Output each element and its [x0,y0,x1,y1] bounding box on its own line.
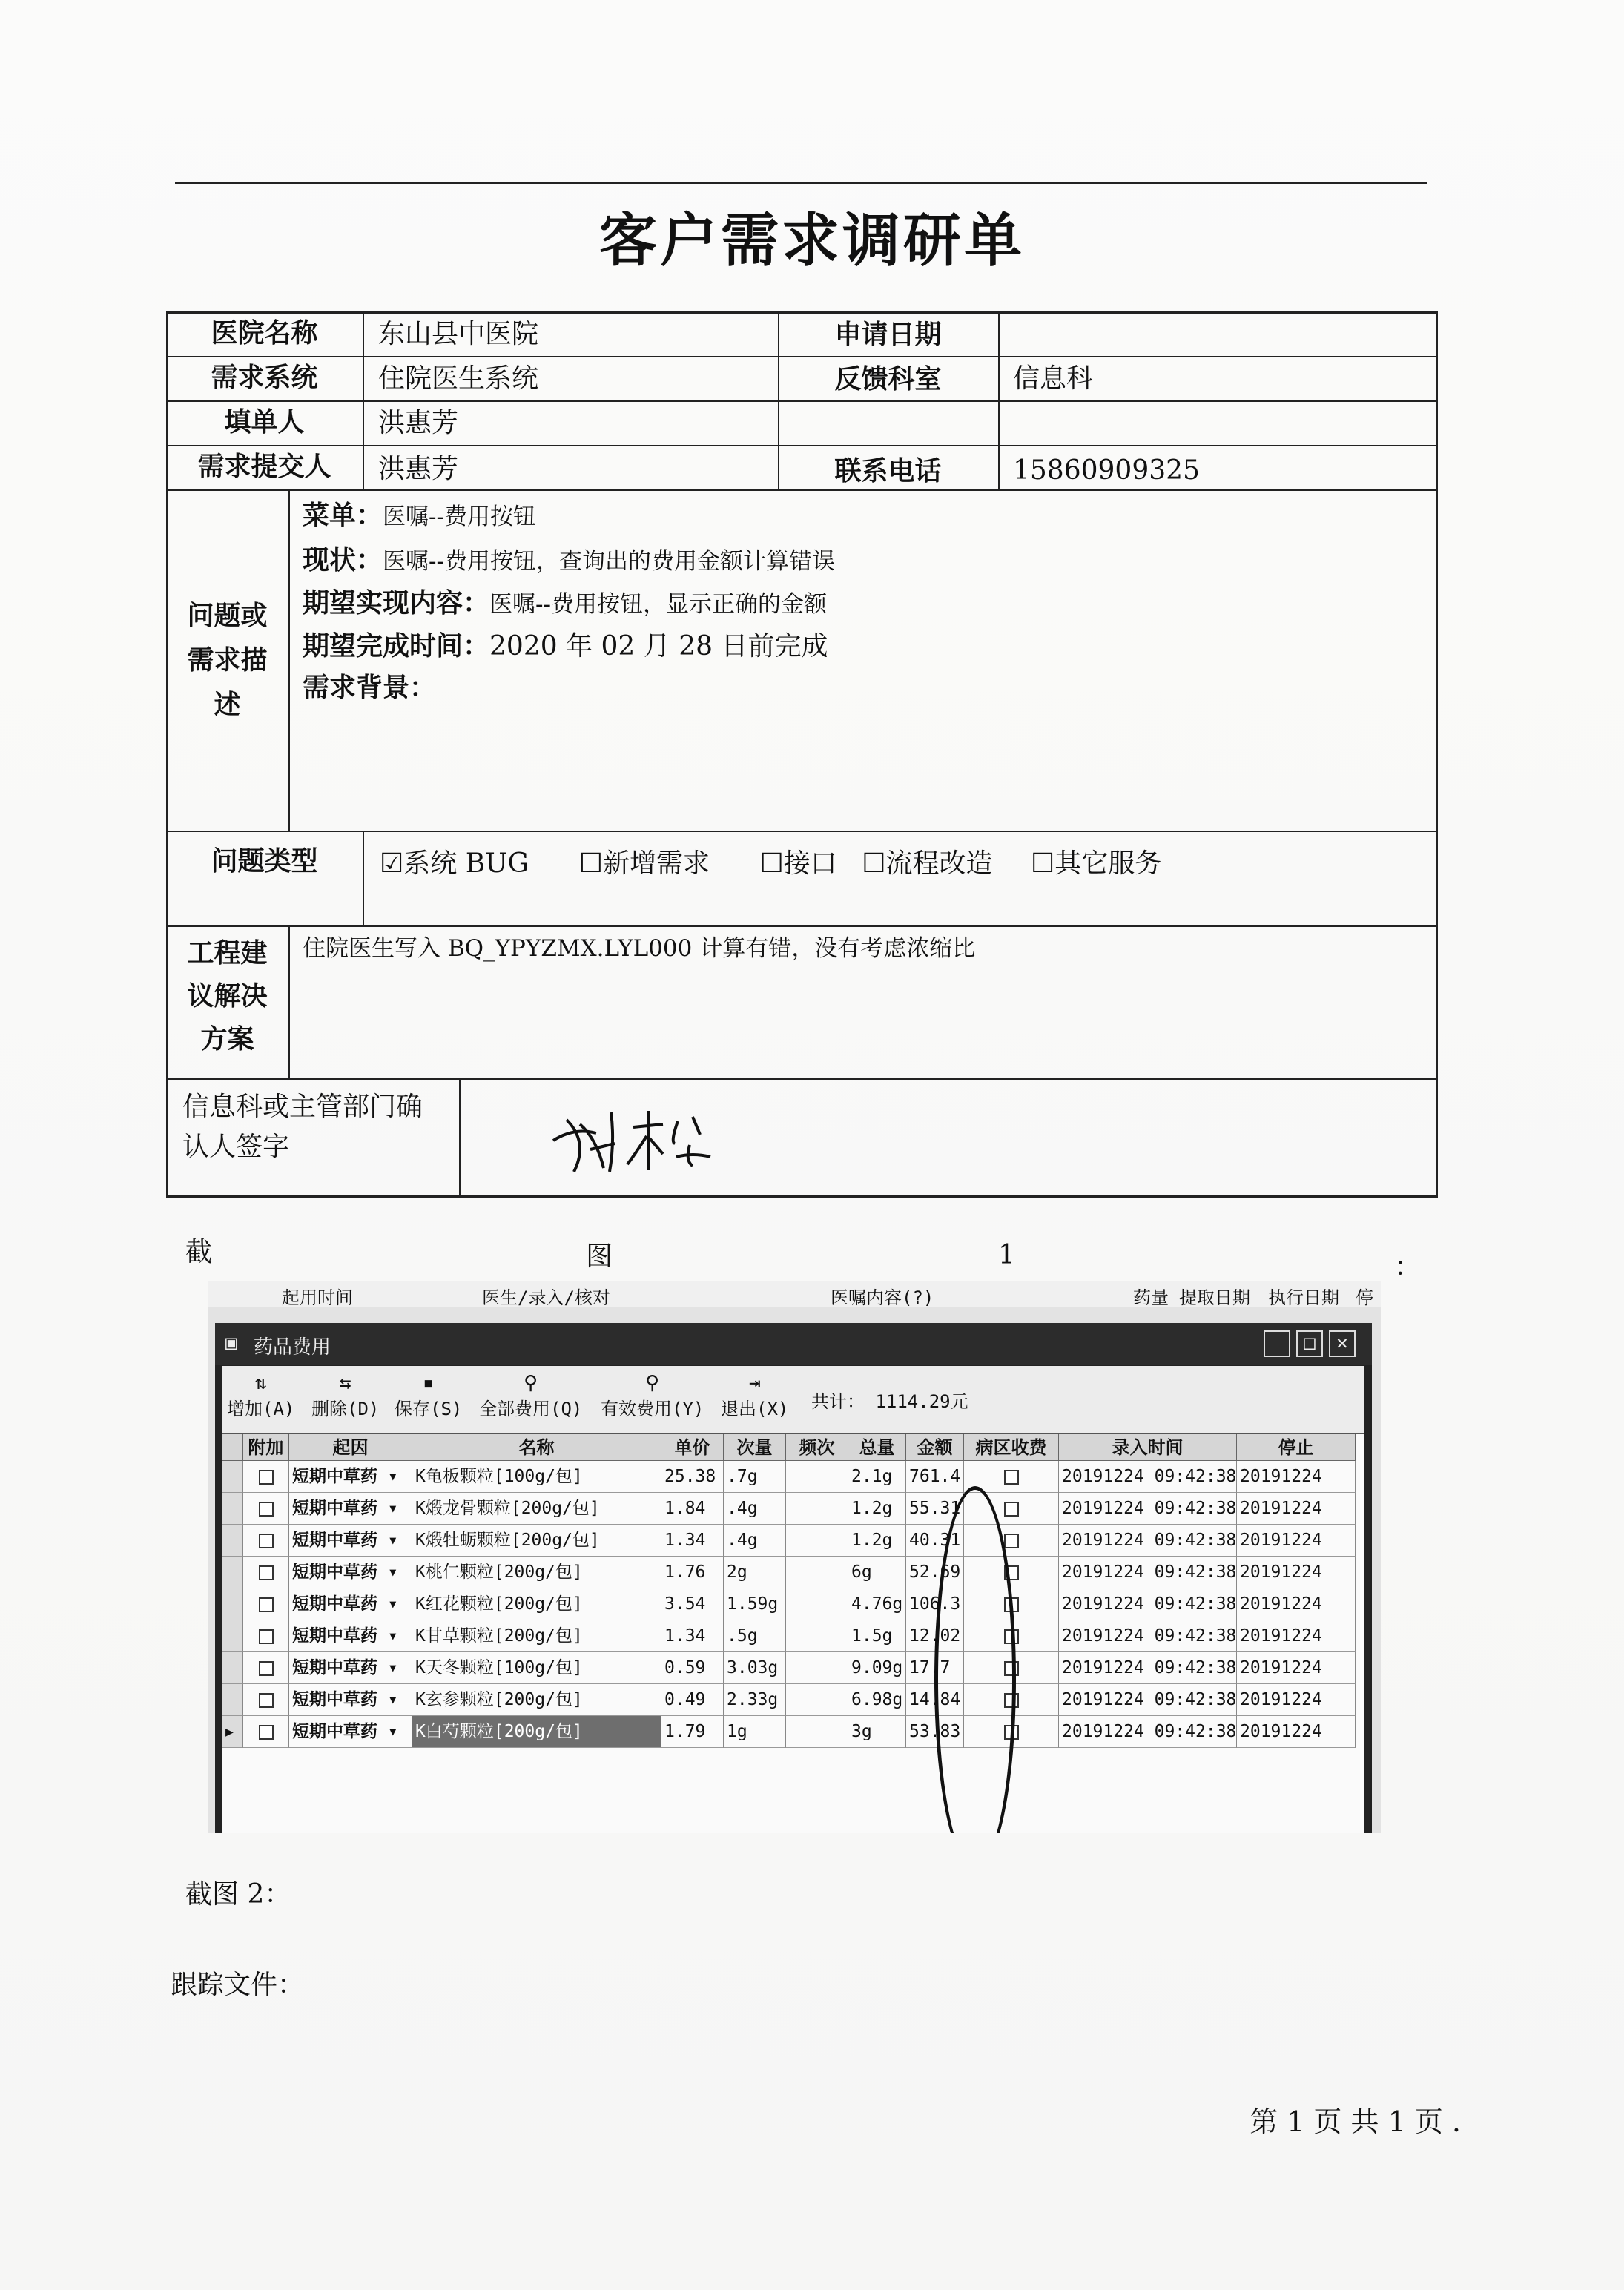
table-row-line [166,445,1438,446]
row-indicator [222,1461,243,1493]
table-row-line [166,1078,1438,1080]
problem-label [166,593,288,727]
solution-label [166,931,288,1060]
unit-price-cell: 1.34 [661,1525,724,1557]
table-row-line [166,831,1438,832]
confirm-label [182,1087,423,1167]
system-value: 住院医生系统 [378,363,539,394]
expect-label: 期望实现内容： [303,587,490,618]
row-indicator [222,1493,243,1525]
entry-time-cell: 20191224 09:42:38 [1059,1652,1237,1684]
solution-label-line: 议解决 [187,980,268,1012]
unit-price-cell: 3.54 [661,1588,724,1620]
option-new-requirement[interactable] [579,847,710,881]
confirm-label-line: 认人签字 [182,1132,290,1162]
toolbar-label: 全部费用(Q) [479,1399,583,1419]
toolbar [222,1366,1364,1434]
drug-name-cell[interactable]: K白芍颗粒[200g/包] [412,1716,661,1748]
stop-date-cell: 20191224 [1237,1557,1356,1588]
table-col-line [363,311,364,489]
frequency-cell [786,1525,848,1557]
table-row-line [166,356,1438,357]
solution-label-line: 方案 [200,1023,254,1055]
bg-header-cell: 医生/录入/核对 [482,1287,610,1308]
total-qty-cell: 4.76g [848,1588,906,1620]
menu-line [303,498,536,534]
checkbox-empty-icon: ☐ [759,848,784,879]
caption-screenshot1-a: 截 [185,1237,213,1267]
unit-price-cell: 1.84 [661,1493,724,1525]
solution-value: 住院医生写入 BQ_YPYZMX.LYL000 计算有错，没有考虑浓缩比 [303,935,976,962]
attach-checkbox[interactable] [243,1557,289,1588]
window-icon: ▣ [225,1332,237,1354]
frequency-cell [786,1493,848,1525]
bg-header-cell: 执行日期 [1268,1287,1339,1308]
caption-trace-file: 跟踪文件： [171,1970,305,2000]
total-qty-cell: 9.09g [848,1652,906,1684]
entry-time-cell: 20191224 09:42:38 [1059,1588,1237,1620]
dose-cell: .4g [724,1525,786,1557]
unit-price-cell: 1.76 [661,1557,724,1588]
bg-header-cell: 药量 [1133,1287,1169,1308]
maximize-icon[interactable]: □ [1296,1330,1323,1357]
frequency-cell [786,1557,848,1588]
caption-screenshot1-b: 图 [586,1241,613,1272]
hospital-value: 东山县中医院 [378,319,539,349]
drug-name-cell[interactable]: K煅龙骨颗粒[200g/包] [412,1493,661,1525]
toolbar-label: 有效费用(Y) [601,1399,704,1419]
reason-select[interactable]: 短期中草药 ▾ [289,1684,412,1716]
drug-name-cell[interactable]: K桃仁颗粒[200g/包] [412,1557,661,1588]
dose-cell: 2.33g [724,1684,786,1716]
unit-price-cell: 1.79 [661,1716,724,1748]
unit-price-cell: 25.38 [661,1461,724,1493]
caption-screenshot1-d: ： [1394,1252,1422,1282]
option-label: 其它服务 [1054,848,1162,879]
frequency-cell [786,1684,848,1716]
total-qty-cell: 2.1g [848,1461,906,1493]
menu-value: 医嘱--费用按钮 [383,504,536,530]
bg-header-cell: 起用时间 [282,1287,353,1308]
menu-label: 菜单： [303,500,383,531]
table-col-line [998,311,1000,489]
amount-cell: 14.84 [906,1684,964,1716]
drug-fee-window [215,1323,1372,1833]
toolbar-label: 删除(D) [311,1399,380,1419]
unit-price-cell: 0.49 [661,1684,724,1716]
background-grid-header [208,1281,1381,1307]
grid-column-header[interactable]: 频次 [786,1434,848,1461]
bg-header-cell: 医嘱内容(?) [831,1287,934,1308]
entry-time-cell: 20191224 09:42:38 [1059,1716,1237,1748]
total-display [811,1387,968,1413]
close-icon[interactable]: ✕ [1329,1330,1356,1357]
row-indicator: ▶ [222,1716,243,1748]
amount-cell: 17.7 [906,1652,964,1684]
frequency-cell [786,1620,848,1652]
checkbox-empty-icon: ☐ [1030,848,1055,879]
grid-column-header[interactable]: 病区收费 [964,1434,1059,1461]
caption-screenshot1-c: 1 [998,1240,1015,1270]
toolbar-label: 退出(X) [721,1399,789,1419]
deadline-line [303,629,828,664]
row-indicator [222,1525,243,1557]
frequency-cell [786,1588,848,1620]
total-value: 1114.29元 [875,1391,968,1412]
option-other[interactable] [1031,847,1161,881]
reason-select[interactable]: 短期中草药 ▾ [289,1493,412,1525]
table-col-line [288,489,290,831]
search-icon: ⚲ [524,1372,538,1394]
reason-select[interactable]: 短期中草药 ▾ [289,1588,412,1620]
stop-date-cell: 20191224 [1237,1716,1356,1748]
reason-select[interactable]: 短期中草药 ▾ [289,1652,412,1684]
frequency-cell [786,1461,848,1493]
total-label: 共计： [811,1391,865,1412]
drug-name-cell[interactable]: K红花颗粒[200g/包] [412,1588,661,1620]
search-icon: ⚲ [645,1372,660,1394]
delete-icon: ⇆ [339,1372,351,1394]
entry-time-cell: 20191224 09:42:38 [1059,1557,1237,1588]
total-qty-cell: 6g [848,1557,906,1588]
amount-cell: 106.3 [906,1588,964,1620]
reason-select[interactable]: 短期中草药 ▾ [289,1716,412,1748]
unit-price-cell: 0.59 [661,1652,724,1684]
dose-cell: .5g [724,1620,786,1652]
grid-header-corner [222,1434,243,1461]
reason-select[interactable]: 短期中草药 ▾ [289,1461,412,1493]
minimize-icon[interactable]: _ [1264,1330,1290,1357]
row-indicator [222,1652,243,1684]
dose-cell: 1.59g [724,1588,786,1620]
entry-time-cell: 20191224 09:42:38 [1059,1684,1237,1716]
submitter-label: 需求提交人 [197,451,331,482]
problem-type-label: 问题类型 [211,845,318,877]
attach-checkbox[interactable] [243,1620,289,1652]
save-icon: ▪ [422,1372,435,1394]
exit-icon: ⇥ [748,1372,761,1394]
problem-type-options [380,847,1161,881]
bg-header-cell: 提取日期 [1179,1287,1250,1308]
filler-value: 洪惠芳 [378,408,459,438]
add-icon: ⇅ [254,1372,267,1394]
amount-cell: 53.83 [906,1716,964,1748]
entry-time-cell: 20191224 09:42:38 [1059,1525,1237,1557]
deadline-value: 2020 年 02 月 28 日前完成 [489,631,828,661]
page-footer: 第 1 页 共 1 页 . [1250,2105,1461,2138]
stop-date-cell: 20191224 [1237,1652,1356,1684]
embedded-screenshot [208,1281,1381,1833]
grid-column-header[interactable]: 附加 [243,1434,289,1461]
add-button[interactable] [227,1372,294,1420]
grid-column-header[interactable]: 单价 [661,1434,724,1461]
stop-date-cell: 20191224 [1237,1588,1356,1620]
status-label: 现状： [303,544,383,575]
filler-label: 填单人 [224,406,305,438]
problem-label-line: 述 [214,689,241,720]
attach-checkbox[interactable] [243,1684,289,1716]
requirement-form-table [166,311,1438,1198]
dept-label: 反馈科室 [834,363,942,395]
window-title: 药品费用 [254,1336,331,1359]
stop-date-cell: 20191224 [1237,1684,1356,1716]
deadline-label: 期望完成时间： [303,630,490,661]
expect-value: 医嘱--费用按钮，显示正确的金额 [489,591,827,618]
total-qty-cell: 1.2g [848,1525,906,1557]
option-label: 系统 BUG [403,848,529,879]
table-border [166,1195,1438,1198]
system-label: 需求系统 [211,362,318,393]
phone-label: 联系电话 [834,455,942,486]
entry-time-cell: 20191224 09:42:38 [1059,1461,1237,1493]
amount-cell: 761.4 [906,1461,964,1493]
attach-checkbox[interactable] [243,1525,289,1557]
submitter-value: 洪惠芳 [378,454,459,484]
dose-cell: 2g [724,1557,786,1588]
window-titlebar [215,1323,1372,1365]
option-interface[interactable] [759,847,836,881]
stop-date-cell: 20191224 [1237,1461,1356,1493]
valid-fees-button[interactable] [601,1372,704,1420]
handwritten-signature [544,1098,737,1179]
row-indicator [222,1557,243,1588]
attach-checkbox[interactable] [243,1588,289,1620]
table-col-line [288,925,290,1078]
total-qty-cell: 6.98g [848,1684,906,1716]
grid-column-header[interactable]: 起因 [289,1434,412,1461]
grid-column-header[interactable]: 录入时间 [1059,1434,1237,1461]
hospital-label: 医院名称 [211,317,318,349]
save-button[interactable] [395,1372,462,1420]
dose-cell: .7g [724,1461,786,1493]
row-indicator [222,1588,243,1620]
total-qty-cell: 1.5g [848,1620,906,1652]
dose-cell: .4g [724,1493,786,1525]
grid-column-header[interactable]: 总量 [848,1434,906,1461]
problem-label-line: 需求描 [187,644,268,676]
amount-cell: 40.31 [906,1525,964,1557]
stop-date-cell: 20191224 [1237,1525,1356,1557]
table-border [166,311,1438,314]
delete-button[interactable] [311,1372,379,1420]
attach-checkbox[interactable] [243,1652,289,1684]
amount-cell: 55.31 [906,1493,964,1525]
frequency-cell [786,1716,848,1748]
stop-date-cell: 20191224 [1237,1493,1356,1525]
top-rule [175,182,1427,184]
status-line [303,543,835,578]
background-label: 需求背景： [303,672,437,703]
stop-date-cell: 20191224 [1237,1620,1356,1652]
problem-label-line: 问题或 [187,600,268,631]
grid-column-header[interactable]: 金额 [906,1434,964,1461]
reason-select[interactable]: 短期中草药 ▾ [289,1557,412,1588]
table-row-line [166,489,1438,491]
exit-button[interactable] [721,1372,788,1420]
reason-select[interactable]: 短期中草药 ▾ [289,1620,412,1652]
option-system-bug[interactable] [380,847,529,881]
reason-select[interactable]: 短期中草药 ▾ [289,1525,412,1557]
table-row-line [166,925,1438,927]
dose-cell: 1g [724,1716,786,1748]
option-process[interactable] [862,847,992,881]
status-value: 医嘱--费用按钮，查询出的费用金额计算错误 [383,548,835,575]
drug-name-cell[interactable]: K煅牡蛎颗粒[200g/包] [412,1525,661,1557]
phone-value: 15860909325 [1013,455,1200,486]
caption-screenshot2: 截图 2： [185,1879,291,1910]
toolbar-label: 增加(A) [227,1399,295,1419]
dose-cell: 3.03g [724,1652,786,1684]
toolbar-label: 保存(S) [395,1399,463,1419]
table-col-line [459,1078,461,1197]
grid-column-header[interactable]: 名称 [412,1434,661,1461]
dept-value: 信息科 [1013,363,1094,394]
unit-price-cell: 1.34 [661,1620,724,1652]
total-qty-cell: 1.2g [848,1493,906,1525]
checkbox-checked-icon: ☑ [380,848,404,879]
drug-fee-grid [222,1434,1364,1833]
checkbox-empty-icon: ☐ [578,848,604,879]
table-row-line [166,400,1438,402]
drug-name-cell[interactable]: K天冬颗粒[100g/包] [412,1652,661,1684]
attach-checkbox[interactable] [243,1716,289,1748]
grid-column-header[interactable]: 停止 [1237,1434,1356,1461]
option-label: 新增需求 [603,848,710,879]
frequency-cell [786,1652,848,1684]
row-indicator [222,1620,243,1652]
checkbox-empty-icon: ☐ [862,848,886,879]
entry-time-cell: 20191224 09:42:38 [1059,1620,1237,1652]
attach-checkbox[interactable] [243,1461,289,1493]
amount-cell: 12.02 [906,1620,964,1652]
option-label: 流程改造 [885,848,993,879]
drug-name-cell[interactable]: K甘草颗粒[200g/包] [412,1620,661,1652]
attach-checkbox[interactable] [243,1493,289,1525]
drug-name-cell[interactable]: K龟板颗粒[100g/包] [412,1461,661,1493]
drug-name-cell[interactable]: K玄参颗粒[200g/包] [412,1684,661,1716]
entry-time-cell: 20191224 09:42:38 [1059,1493,1237,1525]
expect-line [303,586,827,621]
bg-header-cell: 停 [1356,1287,1373,1308]
option-label: 接口 [783,848,837,879]
apply-date-label: 申请日期 [834,319,942,350]
row-indicator [222,1684,243,1716]
all-fees-button[interactable] [479,1372,582,1420]
solution-label-line: 工程建 [187,937,268,969]
amount-cell: 52.69 [906,1557,964,1588]
confirm-label-line: 信息科或主管部门确 [182,1092,423,1122]
page-title: 客户需求调研单 [598,207,1025,274]
total-qty-cell: 3g [848,1716,906,1748]
grid-column-header[interactable]: 次量 [724,1434,786,1461]
table-col-line [363,831,364,925]
